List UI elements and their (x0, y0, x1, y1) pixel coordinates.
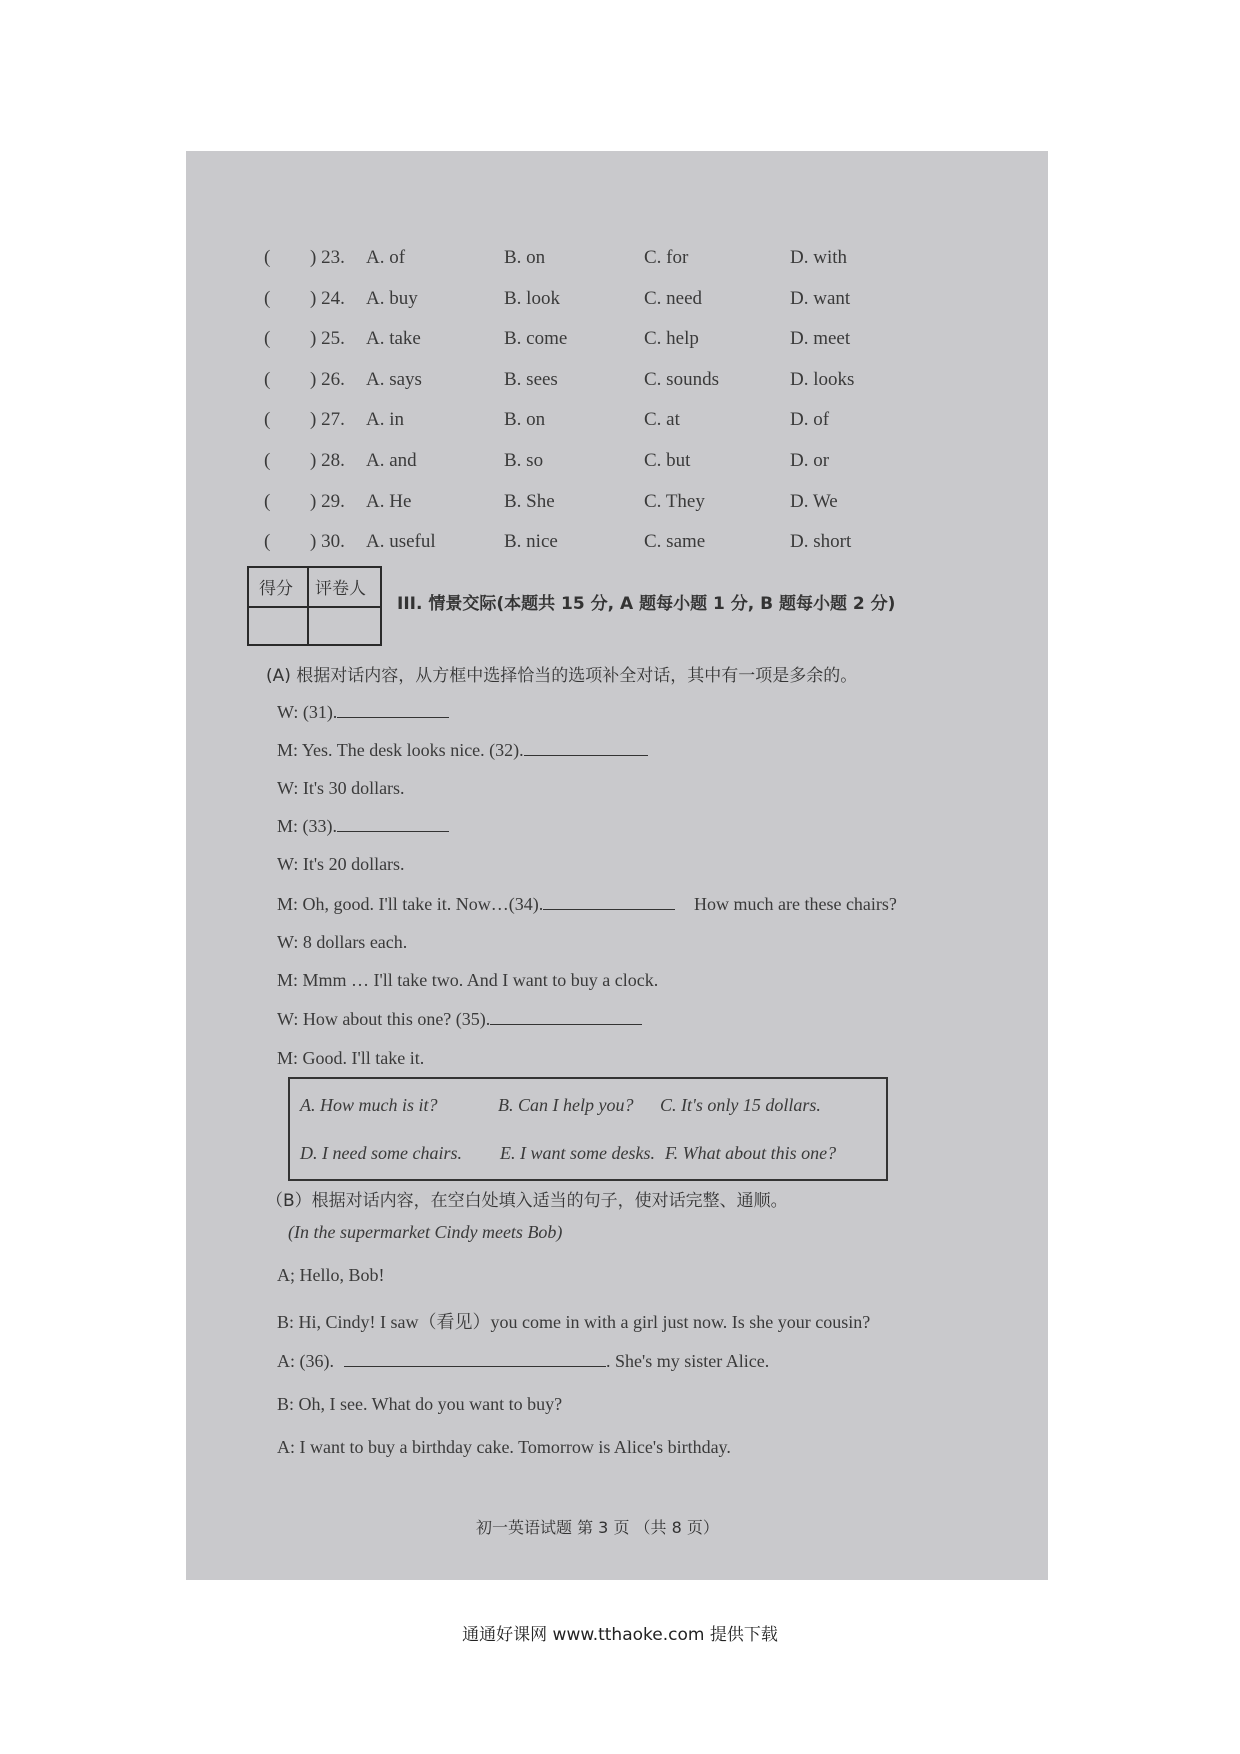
mcq-c: C. They (644, 490, 705, 512)
mcq-paren: ( (264, 328, 271, 350)
dialog-line-35: W: How about this one? (35). (277, 1009, 642, 1030)
option-a: A. How much is it? (300, 1095, 438, 1115)
mcq-d: D. We (790, 490, 838, 512)
dialog-line: M: Mmm … I'll take two. And I want to buy a clock. (277, 970, 659, 990)
score-label: 得分 (259, 579, 293, 599)
mcq-num: ) 26. (310, 368, 345, 390)
mcq-a: A. take (366, 328, 421, 350)
mcq-c: C. need (644, 287, 703, 309)
dialog-line: A: I want to buy a birthday cake. Tomorrow is Alice's birthday. (277, 1437, 731, 1457)
option-e: E. I want some desks. (500, 1143, 655, 1163)
mcq-a: A. useful (366, 531, 436, 553)
mcq-paren: ( (264, 531, 271, 553)
mcq-a: A. and (366, 450, 417, 471)
grader-label: 评卷人 (315, 579, 366, 599)
mcq-b: B. look (504, 287, 560, 309)
mcq-b: B. sees (504, 368, 558, 390)
download-credit: 通通好课网 www.tthaoke.com 提供下载 (462, 1625, 778, 1645)
mcq-c: C. help (644, 328, 699, 350)
options-box (288, 1077, 888, 1181)
option-d: D. I need some chairs. (300, 1143, 462, 1163)
dialog-line-34: M: Oh, good. I'll take it. Now…(34). (277, 894, 675, 915)
dialog-line: A; Hello, Bob! (277, 1265, 385, 1285)
mcq-paren: ( (264, 450, 271, 471)
dialog-line: W: 8 dollars each. (277, 932, 408, 952)
dialog-line: B: Hi, Cindy! I saw（看见）you come in with a girl just now. Is she your cousin? (277, 1312, 871, 1332)
mcq-a: A. He (366, 490, 412, 512)
mcq-d: D. short (790, 531, 852, 553)
option-f: F. What about this one? (665, 1143, 837, 1163)
page-number-footer: 初一英语试题 第 3 页 （共 8 页） (476, 1518, 719, 1537)
mcq-b: B. on (504, 247, 546, 268)
mcq-c: C. at (644, 409, 680, 431)
mcq-paren: ( (264, 490, 271, 512)
option-b: B. Can I help you? (498, 1095, 634, 1115)
mcq-paren: ( (264, 247, 271, 268)
mcq-b: B. nice (504, 531, 558, 553)
mcq-a: A. says (366, 368, 422, 390)
mcq-num: ) 25. (310, 328, 345, 350)
mcq-b: B. so (504, 450, 544, 471)
mcq-b: B. She (504, 490, 555, 512)
mcq-c: C. for (644, 247, 689, 268)
mcq-num: ) 24. (310, 287, 345, 309)
dialog-line-34-tail: How much are these chairs? (694, 894, 897, 914)
mcq-d: D. or (790, 450, 830, 471)
option-c: C. It's only 15 dollars. (660, 1095, 821, 1115)
dialog-line-36: A: (36). . She's my sister Alice. (277, 1351, 770, 1371)
mcq-num: ) 28. (310, 450, 345, 471)
part-b-instruction: （B）根据对话内容，在空白处填入适当的句子，使对话完整、通顺。 (266, 1191, 788, 1211)
mcq-paren: ( (264, 409, 271, 431)
mcq-paren: ( (264, 287, 271, 309)
section-3-title: III. 情景交际(本题共 15 分, A 题每小题 1 分, B 题每小题 2 分) (397, 594, 896, 614)
mcq-d: D. meet (790, 328, 851, 350)
mcq-b: B. on (504, 409, 546, 431)
dialog-line: B: Oh, I see. What do you want to buy? (277, 1394, 563, 1414)
part-b-scene: (In the supermarket Cindy meets Bob) (288, 1222, 563, 1242)
mcq-d: D. of (790, 409, 830, 431)
mcq-d: D. want (790, 287, 851, 309)
dialog-line: M: Good. I'll take it. (277, 1048, 425, 1068)
dialog-line: W: It's 30 dollars. (277, 778, 405, 798)
part-a-instruction: (A) 根据对话内容，从方框中选择恰当的选项补全对话，其中有一项是多余的。 (266, 666, 858, 686)
mcq-paren: ( (264, 368, 271, 390)
mcq-num: ) 30. (310, 531, 345, 553)
mcq-num: ) 29. (310, 490, 345, 512)
mcq-d: D. with (790, 247, 847, 268)
mcq-c: C. same (644, 531, 706, 553)
mcq-a: A. in (366, 409, 404, 431)
dialog-line-31: W: (31). (277, 702, 449, 723)
dialog-line-33: M: (33). (277, 816, 449, 837)
mcq-a: A. buy (366, 287, 418, 309)
dialog-line-32: M: Yes. The desk looks nice. (32). (277, 740, 648, 761)
mcq-num: ) 27. (310, 409, 345, 431)
exam-page-photo (186, 151, 1048, 1580)
mcq-b: B. come (504, 328, 568, 350)
mcq-c: C. sounds (644, 368, 719, 390)
dialog-line: W: It's 20 dollars. (277, 854, 405, 874)
mcq-c: C. but (644, 450, 691, 471)
mcq-num: ) 23. (310, 247, 345, 268)
mcq-d: D. looks (790, 368, 855, 390)
mcq-a: A. of (366, 247, 406, 268)
score-table (247, 566, 382, 646)
